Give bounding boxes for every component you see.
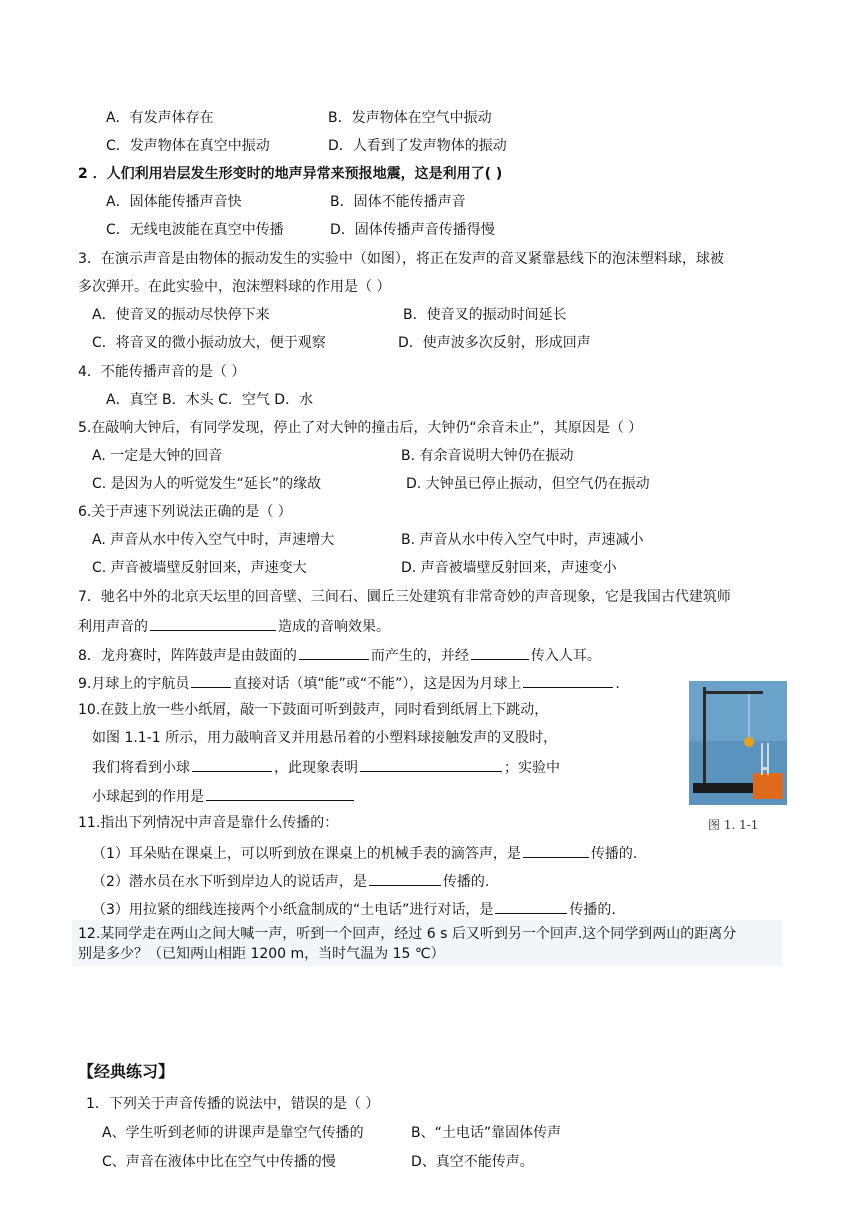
question-2-stem: 2 ．人们利用岩层发生形变时的地声异常来预报地震，这是利用了( ) bbox=[78, 166, 503, 182]
q9-text-a: 9.月球上的宇航员 bbox=[78, 676, 190, 692]
q9-text-b: 直接对话（填“能”或“不能”），这是因为月球上 bbox=[233, 676, 522, 692]
q2-option-c: C．无线电波能在真空中传播 bbox=[106, 222, 284, 238]
question-12-line-2: 别是多少？（已知两山相距 1200 m，当时气温为 15 ℃） bbox=[78, 946, 445, 962]
top-option-d: D．人看到了发声物体的振动 bbox=[328, 138, 507, 154]
q3-option-a: A．使音叉的振动尽快停下来 bbox=[92, 307, 270, 323]
q2-option-d: D．固体传播声音传播得慢 bbox=[330, 222, 495, 238]
q8-blank-2[interactable] bbox=[471, 644, 529, 660]
question-10-line-2: 如图 1.1-1 所示，用力敲响音叉并用悬吊着的小塑料球接触发声的叉股时， bbox=[92, 730, 558, 746]
q7-blank[interactable] bbox=[150, 615, 276, 631]
question-5-stem: 5.在敲响大钟后，有同学发现，停止了对大钟的撞击后，大钟仍“余音未止”，其原因是（ ） bbox=[78, 420, 643, 436]
question-11-item-3 bbox=[92, 898, 616, 920]
q11-item-1-tail: 传播的. bbox=[590, 846, 638, 862]
q11-item-2-text: （2）潜水员在水下听到岸边人的说话声，是 bbox=[92, 874, 367, 890]
q5-option-a: A. 一定是大钟的回音 bbox=[92, 448, 223, 464]
q11-blank-3[interactable] bbox=[495, 898, 567, 914]
question-3-stem-2: 多次弹开。在此实验中，泡沫塑料球的作用是（ ） bbox=[78, 279, 391, 295]
q9-blank-1[interactable] bbox=[191, 672, 231, 688]
tuning-fork-figure bbox=[689, 681, 787, 805]
q7-text-a: 利用声音的 bbox=[78, 619, 148, 635]
q6-option-d: D. 声音被墙壁反射回来，声速变小 bbox=[401, 560, 617, 576]
practice-1-option-b: B、“土电话”靠固体传声 bbox=[411, 1125, 562, 1141]
top-option-c: C．发声物体在真空中振动 bbox=[106, 138, 270, 154]
q10-blank-3[interactable] bbox=[206, 785, 354, 801]
q5-option-c: C. 是因为人的听觉发生“延长”的缘故 bbox=[92, 476, 322, 492]
question-6-stem: 6.关于声速下列说法正确的是（ ） bbox=[78, 504, 292, 520]
section-title: 【经典练习】 bbox=[78, 1062, 175, 1081]
q6-option-b: B. 声音从水中传入空气中时，声速减小 bbox=[401, 532, 644, 548]
q11-item-2-tail: 传播的. bbox=[442, 874, 490, 890]
q10-text-d: 小球起到的作用是 bbox=[92, 789, 204, 805]
practice-1-option-c: C、声音在液体中比在空气中传播的慢 bbox=[102, 1154, 336, 1170]
q5-option-d: D. 大钟虽已停止振动，但空气仍在振动 bbox=[406, 476, 650, 492]
q4-options: A．真空 B．木头 C．空气 D．水 bbox=[106, 392, 314, 408]
q10-text-c: ；实验中 bbox=[504, 760, 560, 776]
q9-blank-2[interactable] bbox=[523, 672, 613, 688]
question-11-item-1 bbox=[92, 842, 637, 864]
q10-text-b: ，此现象表明 bbox=[274, 760, 358, 776]
q10-text-a: 我们将看到小球 bbox=[92, 760, 190, 776]
q11-item-1-text: （1）耳朵贴在课桌上，可以听到放在课桌上的机械手表的滴答声，是 bbox=[92, 846, 521, 862]
q6-option-a: A. 声音从水中传入空气中时，声速增大 bbox=[92, 532, 335, 548]
question-10-line-4 bbox=[92, 785, 356, 807]
top-option-b: B．发声物体在空气中振动 bbox=[328, 110, 492, 126]
practice-1-option-d: D、真空不能传声。 bbox=[411, 1154, 534, 1170]
q8-text-a: 8．龙舟赛时，阵阵鼓声是由鼓面的 bbox=[78, 648, 297, 664]
q5-option-b: B. 有余音说明大钟仍在振动 bbox=[401, 448, 574, 464]
q11-blank-1[interactable] bbox=[523, 842, 589, 858]
practice-1-stem: 1．下列关于声音传播的说法中，错误的是（ ） bbox=[86, 1096, 380, 1112]
q7-text-b: 造成的音响效果。 bbox=[278, 619, 390, 635]
q10-blank-1[interactable] bbox=[192, 756, 272, 772]
q3-option-c: C．将音叉的微小振动放大，便于观察 bbox=[92, 335, 326, 351]
q8-blank-1[interactable] bbox=[299, 644, 369, 660]
q11-item-3-tail: 传播的. bbox=[569, 902, 616, 918]
q9-text-c: . bbox=[615, 676, 620, 692]
question-4-stem: 4．不能传播声音的是（ ） bbox=[78, 364, 246, 380]
q6-option-c: C. 声音被墙壁反射回来，声速变大 bbox=[92, 560, 307, 576]
q8-text-c: 传入人耳。 bbox=[530, 648, 601, 664]
q10-blank-2[interactable] bbox=[360, 756, 502, 772]
question-9 bbox=[78, 672, 620, 694]
top-option-a: A．有发声体存在 bbox=[106, 110, 214, 126]
question-10-line-1: 10.在鼓上放一些小纸屑，敲一下鼓面可听到鼓声，同时看到纸屑上下跳动， bbox=[78, 702, 549, 718]
question-7-line-1: 7．驰名中外的北京天坛里的回音壁、三间石、圜丘三处建筑有非常奇妙的声音现象，它是我国古代建筑师 bbox=[78, 589, 731, 605]
question-11-stem: 11.指出下列情况中声音是靠什么传播的： bbox=[78, 815, 339, 831]
question-10-line-3 bbox=[92, 756, 560, 778]
question-8 bbox=[78, 644, 601, 666]
practice-1-option-a: A、学生听到老师的讲课声是靠空气传播的 bbox=[102, 1125, 364, 1141]
question-12-line-1: 12.某同学走在两山之间大喊一声，听到一个回声，经过 6 s 后又听到另一个回声.这个同学到两山的距离分 bbox=[78, 926, 737, 942]
q3-option-b: B．使音叉的振动时间延长 bbox=[403, 307, 567, 323]
q11-item-3-text: （3）用拉紧的细线连接两个小纸盒制成的“土电话”进行对话，是 bbox=[92, 902, 494, 918]
question-7-line-2 bbox=[78, 615, 390, 637]
q8-text-b: 而产生的，并经 bbox=[370, 648, 469, 664]
q2-option-a: A．固体能传播声音快 bbox=[106, 194, 242, 210]
q2-option-b: B．固体不能传播声音 bbox=[330, 194, 466, 210]
q11-blank-2[interactable] bbox=[369, 870, 441, 886]
question-11-item-2 bbox=[92, 870, 489, 892]
figure-caption: 图 1. 1-1 bbox=[708, 818, 759, 832]
q3-option-d: D．使声波多次反射，形成回声 bbox=[398, 335, 591, 351]
question-3-stem-1: 3．在演示声音是由物体的振动发生的实验中（如图），将正在发声的音叉紧靠悬线下的泡沫塑料球，球被 bbox=[78, 251, 724, 267]
